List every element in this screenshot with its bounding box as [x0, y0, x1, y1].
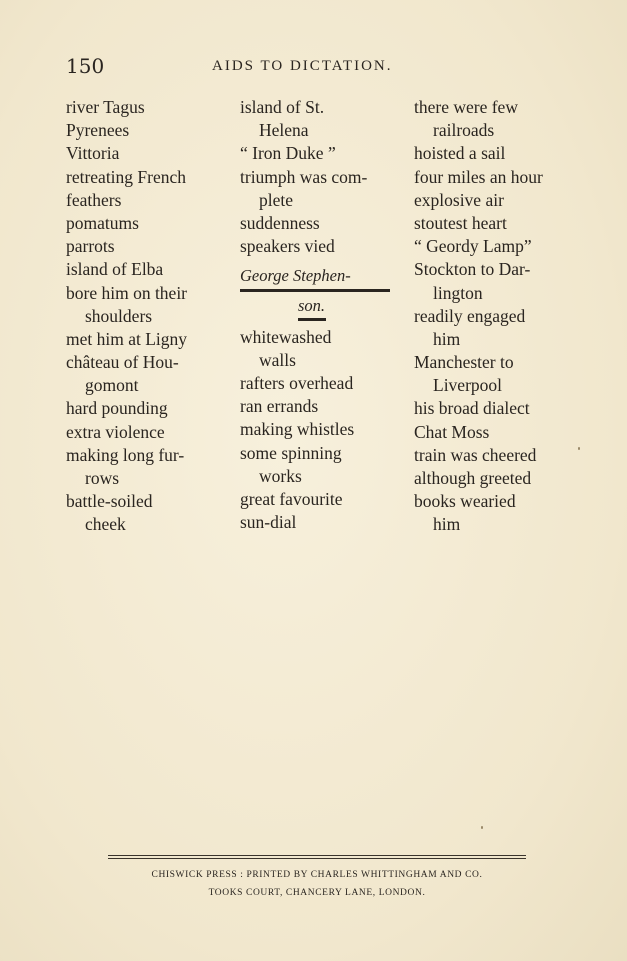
list-item: his broad dialect: [414, 398, 530, 419]
list-item-continuation: cheek: [85, 514, 126, 535]
list-item: river Tagus: [66, 97, 145, 117]
list-item-continuation: works: [259, 465, 302, 486]
list-item: feathers: [66, 189, 122, 210]
list-item: four miles an hour: [414, 166, 543, 187]
section-heading: [240, 264, 390, 320]
list-item: Chat Moss: [414, 421, 490, 442]
list-item: triumph was com-: [240, 166, 368, 187]
list-item-continuation: lington: [433, 282, 483, 303]
list-item: battle-soiled: [66, 491, 153, 512]
list-item-continuation: him: [433, 328, 461, 349]
list-item: although greeted: [414, 468, 532, 488]
list-item: suddenness: [240, 212, 320, 233]
list-item: island of St.: [240, 97, 325, 117]
list-item-continuation: shoulders: [85, 305, 153, 326]
list-item: train was cheered: [414, 444, 537, 465]
list-item: château of Hou-: [66, 352, 179, 373]
list-item-continuation: Liverpool: [433, 375, 503, 396]
list-item-continuation: railroads: [433, 120, 495, 141]
list-item: great favourite: [240, 489, 343, 509]
word-column-2: [240, 96, 390, 534]
list-item: retreating French: [66, 166, 187, 187]
list-item: readily engaged: [414, 305, 526, 326]
list-item: some spinning: [240, 442, 342, 463]
list-item: books wearied: [414, 491, 516, 512]
paper-speck: [481, 826, 483, 829]
list-item: met him at Ligny: [66, 328, 188, 349]
page-number: 150: [66, 54, 105, 78]
imprint-line-1: CHISWICK PRESS : PRINTED BY CHARLES WHITTINGHAM AND CO.: [151, 870, 483, 880]
list-item: speakers vied: [240, 236, 335, 257]
imprint-rule: [108, 858, 526, 859]
word-column-1: [66, 96, 216, 537]
word-column-3: [414, 96, 566, 537]
list-item: there were few: [414, 97, 518, 117]
list-item: pomatums: [66, 212, 139, 233]
list-item-continuation: him: [433, 514, 461, 535]
list-item-continuation: plete: [259, 189, 294, 210]
section-heading-line-1: George Stephen-: [240, 266, 351, 286]
list-item: parrots: [66, 236, 115, 257]
imprint-rule: [108, 855, 526, 856]
running-head: AIDS TO DICTATION.: [212, 58, 393, 74]
list-item: sun-dial: [240, 512, 297, 533]
list-item: hard pounding: [66, 398, 168, 419]
list-item-continuation: walls: [259, 349, 296, 370]
list-item: island of Elba: [66, 259, 164, 280]
list-item-continuation: gomont: [85, 375, 139, 396]
list-item: making whistles: [240, 419, 355, 440]
heading-rule: [240, 289, 390, 292]
list-item: whitewashed: [240, 326, 332, 347]
list-item: rafters overhead: [240, 373, 354, 394]
list-item-continuation: rows: [85, 468, 120, 488]
list-item: hoisted a sail: [414, 143, 506, 164]
printer-imprint: [108, 866, 526, 902]
list-item: bore him on their: [66, 282, 188, 303]
page-header: [66, 54, 566, 84]
list-item: “ Geordy Lamp”: [414, 236, 532, 257]
list-item: explosive air: [414, 189, 504, 210]
list-item: stoutest heart: [414, 212, 507, 233]
list-item: making long fur-: [66, 444, 185, 465]
list-item: extra violence: [66, 421, 165, 442]
list-item: Vittoria: [66, 143, 120, 164]
heading-rule-short: [298, 318, 326, 321]
paper-speck: [578, 447, 580, 450]
list-item: Pyrenees: [66, 120, 130, 141]
list-item-continuation: Helena: [259, 120, 309, 141]
list-item: Stockton to Dar-: [414, 259, 531, 280]
list-item: “ Iron Duke ”: [240, 143, 336, 164]
list-item: Manchester to: [414, 352, 514, 373]
section-heading-line-2: son.: [298, 295, 326, 315]
list-item: ran errands: [240, 396, 319, 417]
imprint-line-2: TOOKS COURT, CHANCERY LANE, LONDON.: [208, 888, 426, 898]
